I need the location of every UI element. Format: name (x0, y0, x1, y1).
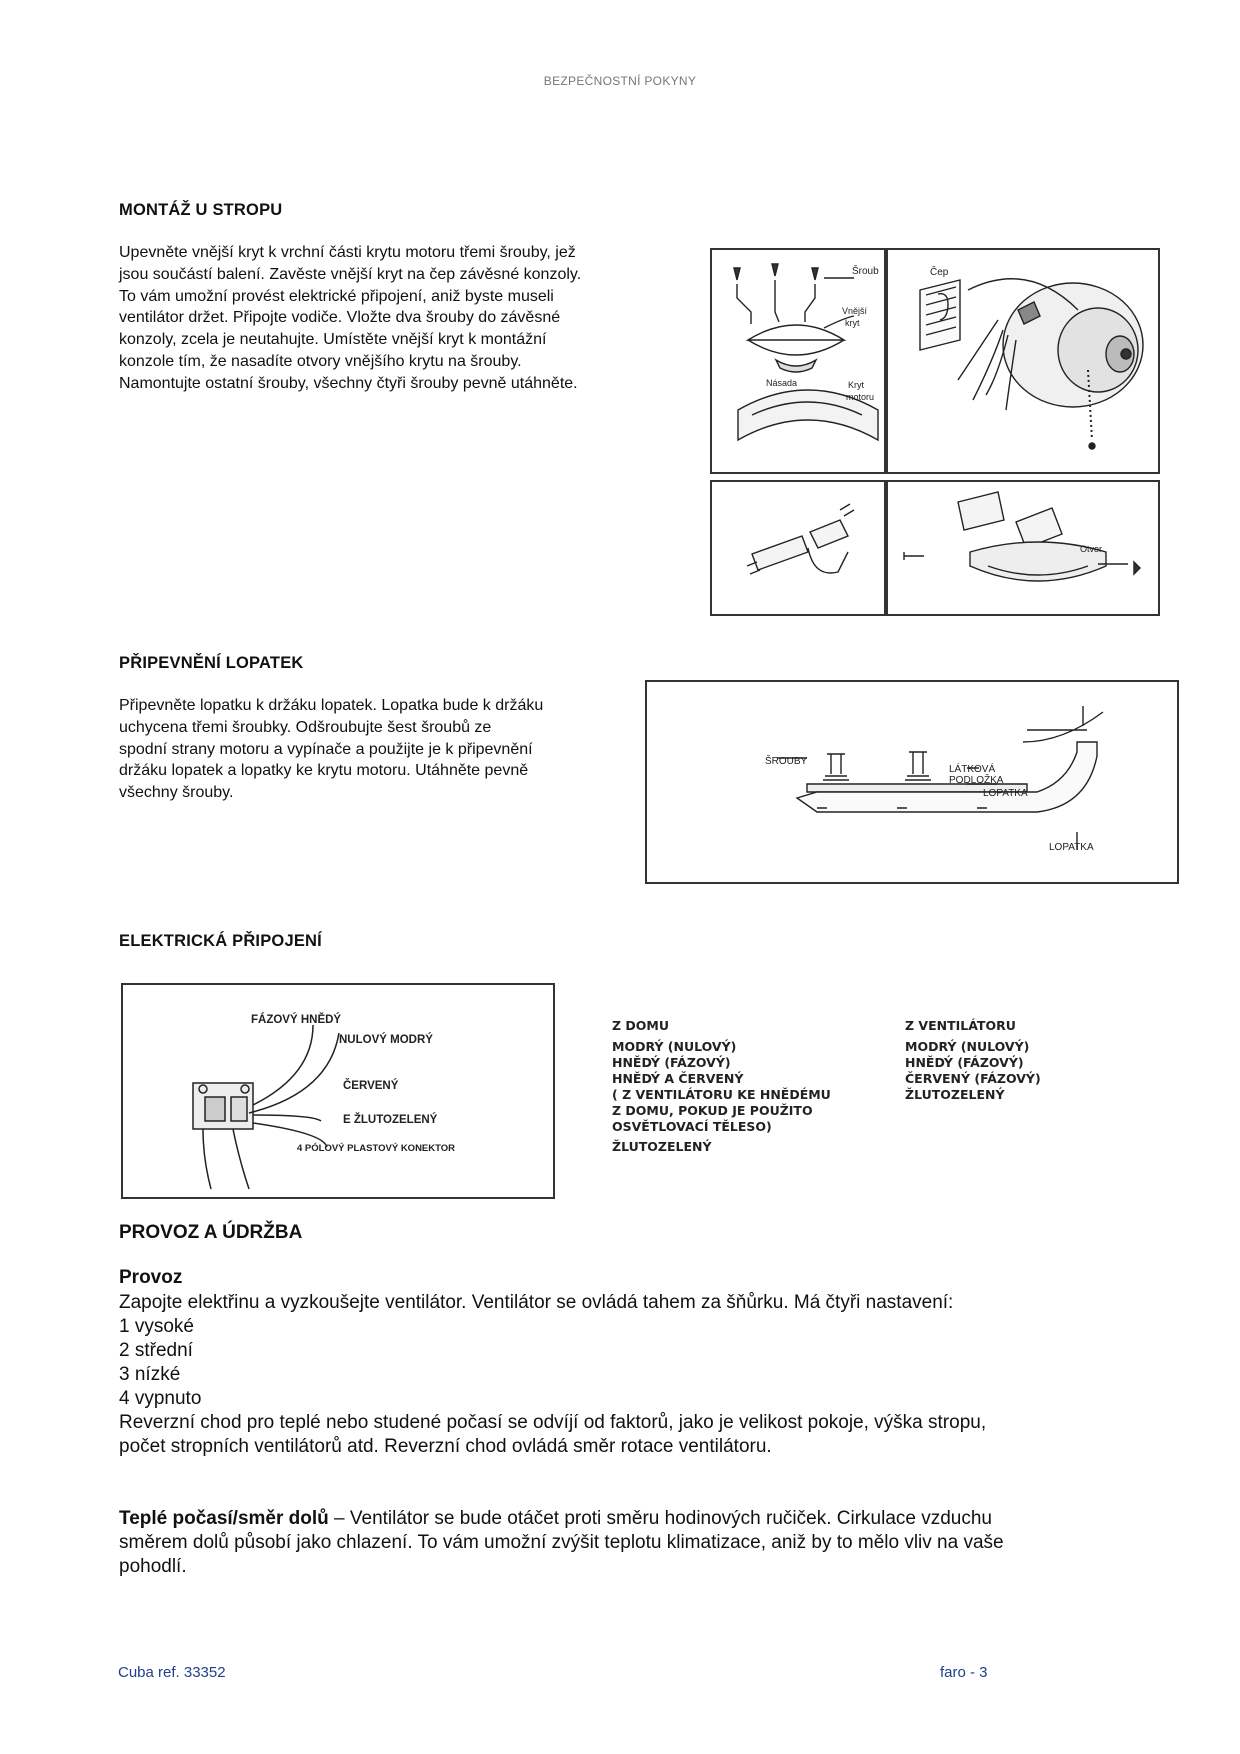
figure-panel-outer-cover (710, 248, 886, 474)
text-line: 4 vypnuto (119, 1388, 202, 1409)
label-pad-1: LÁTKOVÁ (949, 764, 996, 775)
label-blade-a: LOPATKA (983, 788, 1028, 799)
section-body-ceiling-mount (119, 242, 679, 395)
wiring-heading: Z DOMU (612, 1018, 670, 1033)
label-screw: Šroub (852, 266, 879, 277)
text-line: držáku lopatek a lopatky ke krytu motoru. Utáhněte pevně (119, 762, 529, 780)
wiring-line: HNĚDÝ (FÁZOVÝ) (905, 1055, 1024, 1070)
figure-panel-bracket-screws (710, 480, 886, 616)
label-motor-cover-1: Kryt (848, 380, 865, 390)
wiring-line: OSVĚTLOVACÍ TĚLESO) (612, 1119, 772, 1134)
text-line: uchycena třemi šroubky. Odšroubujte šest šroubů ze (119, 718, 492, 736)
connector-figure (121, 983, 555, 1199)
wiring-line: HNĚDÝ A ČERVENÝ (612, 1071, 744, 1086)
label-outer-cover-1: Vnější (842, 306, 868, 316)
text-line: všechny šrouby. (119, 784, 234, 802)
wiring-line: MODRÝ (NULOVÝ) (905, 1039, 1030, 1054)
wiring-line: ŽLUTOZELENÝ (612, 1139, 712, 1154)
label-pin: Čep (930, 267, 949, 278)
section-title-ceiling-mount: MONTÁŽ U STROPU (119, 201, 283, 219)
label-phase-brown: FÁZOVÝ HNĚDÝ (251, 1014, 342, 1026)
label-connector: 4 PÓLOVÝ PLASTOVÝ KONEKTOR (297, 1143, 456, 1154)
warm-weather-label: Teplé počasí/směr dolů (119, 1508, 329, 1529)
label-neutral-blue: NULOVÝ MODRÝ (339, 1034, 433, 1046)
text-line: konzoly, zcela je neutahujte. Umístěte vnější kryt k montážní (119, 331, 547, 349)
section-title-operation: PROVOZ A ÚDRŽBA (119, 1222, 303, 1243)
text-line: Reverzní chod pro teplé nebo studené počasí se odvíjí od faktorů, jako je velikost pokoje, výška stropu, (119, 1412, 987, 1433)
text-line: směrem dolů působí jako chlazení. To vám umožní zvýšit teplotu klimatizace, aniž by to mělo vliv na vaše (119, 1532, 1004, 1553)
outer-cover-illustration (712, 250, 884, 472)
section-title-electrical: ELEKTRICKÁ PŘIPOJENÍ (119, 932, 322, 950)
text-line (119, 1507, 1139, 1531)
motor-hanging-illustration (888, 250, 1158, 472)
wiring-line: ČERVENÝ (FÁZOVÝ) (905, 1071, 1041, 1086)
label-red: ČERVENÝ (343, 1080, 399, 1092)
warm-weather-text: – Ventilátor se bude otáčet proti směru hodinových ručiček. Cirkulace vzduchu (328, 1508, 993, 1529)
wiring-from-fan (905, 1018, 1125, 1103)
text-line: 3 nízké (119, 1364, 181, 1385)
text-line: konzole tím, že nasadíte otvory vnějšího krytu na šrouby. (119, 352, 522, 370)
section-body-blade-attach (119, 695, 639, 804)
section-title-blade-attach: PŘIPEVNĚNÍ LOPATEK (119, 654, 304, 672)
connector-illustration (123, 985, 553, 1197)
text-line: Namontujte ostatní šrouby, všechny čtyři šrouby pevně utáhněte. (119, 374, 578, 392)
footer-reference: Cuba ref. 33352 (118, 1664, 226, 1681)
text-line: počet stropních ventilátorů atd. Reverzní chod ovládá směr rotace ventilátoru. (119, 1436, 772, 1457)
label-adapter: Násada (766, 378, 798, 388)
text-line: pohodlí. (119, 1556, 187, 1577)
bracket-screws-illustration (712, 482, 884, 614)
label-screws: ŠROUBY (765, 756, 808, 767)
wiring-line: Z DOMU, POKUD JE POUŽITO (612, 1103, 813, 1118)
text-line: Připevněte lopatku k držáku lopatek. Lopatka bude k držáku (119, 697, 544, 714)
wiring-heading: Z VENTILÁTORU (905, 1018, 1016, 1033)
blade-attach-illustration (647, 682, 1177, 882)
text-line: Zapojte elektřinu a vyzkoušejte ventilátor. Ventilátor se ovládá tahem za šňůrku. Má čtyři nastavení: (119, 1292, 954, 1313)
label-hole: Otvor (1080, 544, 1103, 554)
text-line: jsou součástí balení. Zavěste vnější kryt na čep závěsné konzoly. (119, 265, 582, 283)
wiring-line: MODRÝ (NULOVÝ) (612, 1039, 737, 1054)
figure-panel-hook-pin (886, 248, 1160, 474)
label-green-yellow: E ŽLUTOZELENÝ (343, 1114, 438, 1126)
operation-body (119, 1291, 1139, 1459)
page-header: BEZPEČNOSTNÍ POKYNY (543, 74, 697, 88)
text-line: ventilátor držet. Připojte vodiče. Vložte dva šrouby do závěsné (119, 309, 561, 327)
label-motor-cover-2: motoru (846, 392, 875, 402)
warm-weather-paragraph (119, 1507, 1139, 1579)
wiring-line: ( Z VENTILÁTORU KE HNĚDÉMU (612, 1087, 831, 1102)
text-line: To vám umožní provést elektrické připojení, aniž byste museli (119, 287, 554, 305)
cover-holes-illustration (888, 482, 1158, 614)
label-outer-cover-2: kryt (845, 318, 860, 328)
text-line: 1 vysoké (119, 1316, 194, 1337)
wiring-from-house (612, 1018, 842, 1155)
wiring-line: HNĚDÝ (FÁZOVÝ) (612, 1055, 731, 1070)
label-blade-b: LOPATKA (1049, 842, 1094, 853)
figure-panel-cover-holes (886, 480, 1160, 616)
wiring-line: ŽLUTOZELENÝ (905, 1087, 1005, 1102)
text-line: Upevněte vnější kryt k vrchní části krytu motoru třemi šrouby, jež (119, 244, 576, 261)
label-pad-2: PODLOŽKA (949, 775, 1004, 786)
text-line: spodní strany motoru a vypínače a použijte je k připevnění (119, 740, 533, 758)
subtitle-operation: Provoz (119, 1267, 183, 1288)
text-line: 2 střední (119, 1340, 193, 1361)
ceiling-mount-figure (710, 248, 1160, 616)
footer-page-number: faro - 3 (940, 1664, 988, 1681)
blade-attach-figure (645, 680, 1179, 884)
